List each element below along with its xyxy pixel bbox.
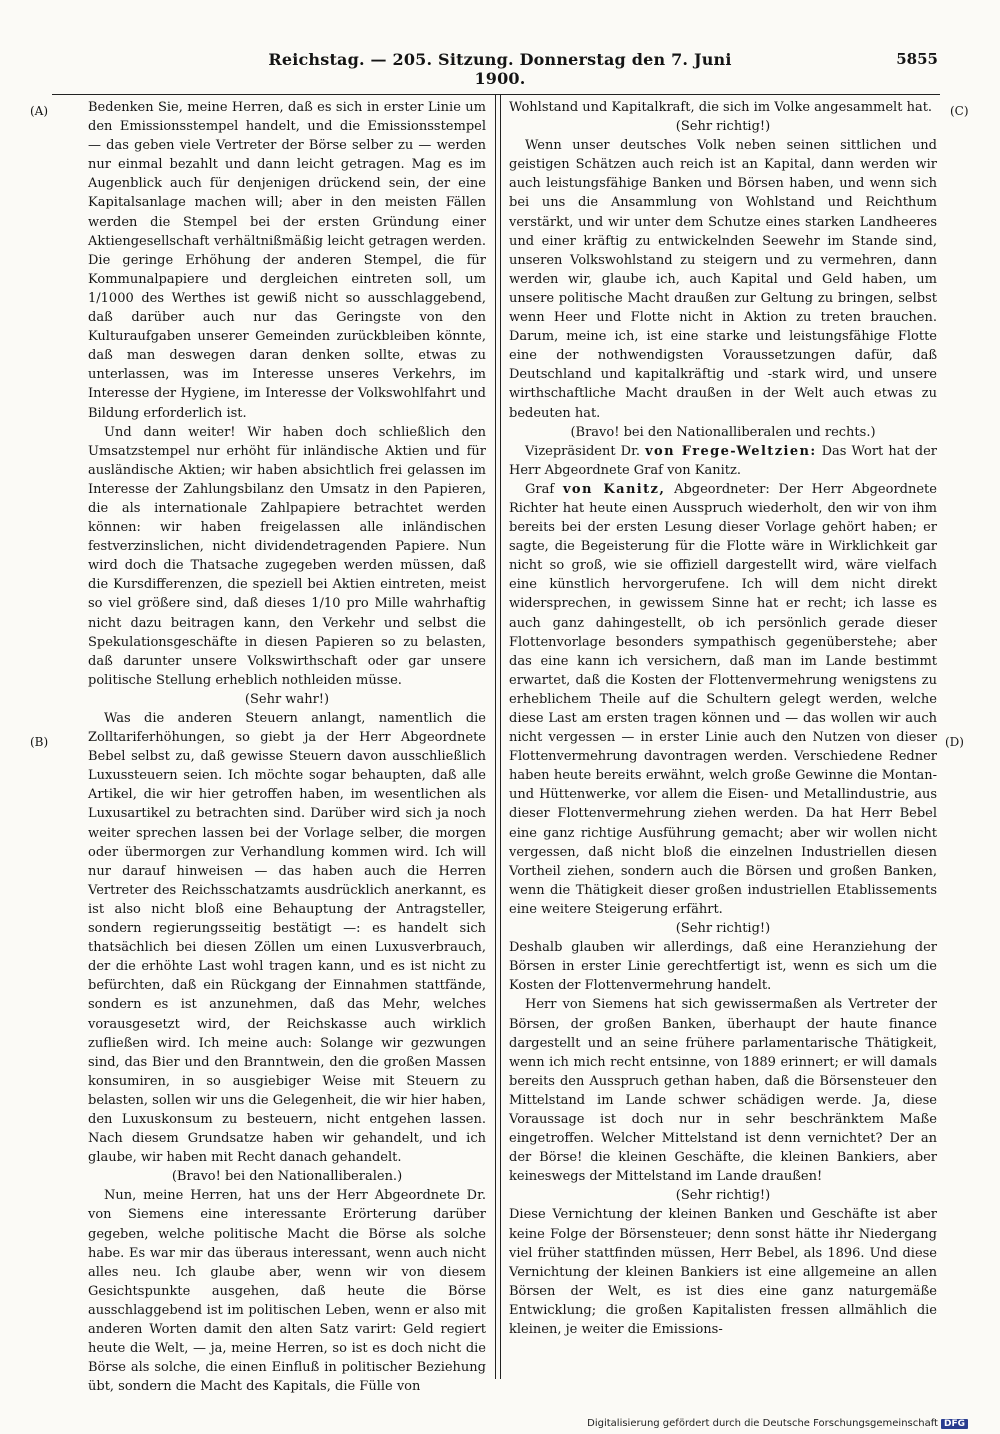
margin-mark-c: (C) [950, 104, 969, 118]
interjection: (Bravo! bei den Nationalliberalen.) [171, 1169, 403, 1185]
speaker-text: Das Wort hat der Herr Abgeordnete Graf von Kanitz. [509, 443, 937, 478]
right-column [509, 98, 937, 1380]
speaker-paragraph [509, 480, 937, 919]
margin-mark-a: (A) [30, 104, 49, 118]
paragraph: Und dann weiter! Wir haben doch schließlich den Umsatzstempel nur erhöht für inländische Aktien und für ausländische Aktien; wir haben absichtlich frei gelassen im Interesse der Zahlungsbilanz den Umsatz in den Papieren, die als internationale Zahlpapiere betrachtet werden können: wir haben freigelassen alle inländischen festverzinslichen, nicht dividendetragenden Papiere. Nun wird doch die Thatsache zugegeben werden müssen, daß die Kursdifferenzen, die speziell bei Aktien eintreten, meist so viel größere sind, daß dieses 1/10 pro Mille wahrhaftig nicht dazu beitragen kann, den Verkehr und selbst die Spekulationsgeschäfte in diesen Papieren so zu belasten, daß darunter unsere Volkswirthschaft oder gar unsere politische Stellung erheblich nothleiden müsse. [88, 424, 486, 688]
dfg-logo: DFG [941, 1419, 968, 1429]
paragraph: Diese Vernichtung der kleinen Banken und Geschäfte ist aber keine Folge der Börsensteuer; denn sonst hätte ihr Niedergang viel früher stattfinden müssen, Herr Bebel, als 1896. Und diese Vernichtung der kleinen Bankiers ist eine allgemeine an allen Börsen der Welt, es ist dies eine ganz naturgemäße Entwicklung; die großen Kapitalisten fressen allmählich die kleinen, je weiter die Emissions- [509, 1207, 937, 1337]
paragraph: Wohlstand und Kapitalkraft, die sich im Volke angesammelt hat. [509, 100, 933, 115]
interjection: (Sehr richtig!) [675, 119, 771, 135]
speaker-name: von Frege-Weltzien: [645, 443, 817, 459]
speaker-name: von Kanitz, [562, 481, 666, 497]
speaker-title: Graf [525, 481, 555, 497]
page-number: 5855 [896, 50, 938, 68]
column-divider [495, 94, 501, 1379]
digitization-credit [587, 1418, 968, 1429]
paragraph: Bedenken Sie, meine Herren, daß es sich in erster Linie um den Emissionsstempel handelt, und die Emissionsstempel — das geben viele Vertreter der Börse selber zu — werden nur einmal bezahlt und dann leicht getragen. Mag es im Augenblick auch für denjenigen drückend sein, der eine Kapitalsanlage machen will; aber in den meisten Fällen werden die Stempel bei der ersten Gründung einer Aktiengesellschaft verhältnißmäßig leicht getragen werden. Die geringe Erhöhung der anderen Stempel, die für Kommunalpapiere und dergleichen eintreten soll, um 1/1000 des Werthes ist gewiß nicht so ausschlaggebend, daß darüber auch nur das Geringste von den Kulturaufgaben unserer Gemeinden zurückbleiben könnte, daß man deswegen daran denken sollte, etwas zu unterlassen, was im Interesse unseres Verkehrs, im Interesse der Hygiene, im Interesse der Volkswohlfahrt und Bildung erforderlich ist. [88, 100, 486, 421]
speaker-title: Vizepräsident Dr. [525, 443, 640, 459]
credit-text: Digitalisierung gefördert durch die Deutsche Forschungsgemeinschaft [587, 1418, 938, 1429]
interjection: (Bravo! bei den Nationalliberalen und rechts.) [570, 424, 876, 440]
interjection: (Sehr richtig!) [675, 1188, 771, 1204]
interjection: (Sehr richtig!) [675, 921, 771, 937]
paragraph: Was die anderen Steuern anlangt, namentlich die Zolltariferhöhungen, so giebt ja der Herr Abgeordnete Bebel selbst zu, daß gewisse Steuern davon ausschließlich Luxussteuern seien. Ich möchte sogar behaupten, daß alle Artikel, die wir hier getroffen haben, im wesentlichen als Luxusartikel zu betrachten sind. Darüber wird sich ja noch weiter sprechen lassen bei der Vorlage selber, die morgen oder übermorgen zur Verhandlung kommen wird. Ich will nur darauf hinweisen — das haben auch die Herren Vertreter des Reichsschatzamts ausdrücklich anerkannt, es ist also nicht bloß eine Behauptung der Antragsteller, sondern regierungsseitig bestätigt —: es handelt sich thatsächlich bei diesen Zöllen um einen Luxusverbrauch, der die erhöhte Last wohl tragen kann, und es ist nicht zu befürchten, daß ein Rückgang der Einnahmen stattfände, sondern es ist anzunehmen, daß das Mehr, welches vorausgesetzt wird, der Reichskasse auch wirklich zufließen wird. Ich meine auch: Solange wir gezwungen sind, das Bier und den Branntwein, den die großen Massen konsumiren, in so ausgiebiger Weise mit Steuern zu belasten, sollen wir uns die Gelegenheit, die wir hier haben, den Luxuskonsum zu besteuern, nicht entgehen lassen. Nach diesem Grundsatze haben wir gehandelt, und ich glaube, wir haben mit Recht danach gehandelt. [88, 711, 486, 1166]
running-head: Reichstag. — 205. Sitzung. Donnerstag den 7. Juni 1900. [268, 50, 732, 88]
paragraph: Deshalb glauben wir allerdings, daß eine Heranziehung der Börsen in erster Linie gerechtfertigt ist, wenn es sich um die Kosten der Flottenvermehrung handelt. [509, 940, 937, 994]
speaker-text: Abgeordneter: Der Herr Abgeordnete Richter hat heute einen Ausspruch wiederholt, den wir von ihm bereits bei der ersten Lesung dieser Vorlage gehört haben; er sagte, die Begeisterung für die Flotte wäre in Wirklichkeit gar nicht so groß, wie sie offiziell dargestellt wird, wäre vielfach eine künstlich hervorgerufene. Ich will dem nicht direkt widersprechen, in gewissem Sinne hat er recht; ich lasse es auch ganz dahingestellt, ob ich persönlich gerade dieser Flottenvorlage besonders sympathisch gegenüberstehe; aber das eine kann ich versichern, daß man im Lande bestimmt erwartet, daß die Kosten der Flottenvermehrung wenigstens zu erheblichem Theile auf die Schultern gelegt werden, welche diese Last am ersten tragen können und — das wollen wir auch nicht vergessen — in erster Linie auch den Nutzen von dieser Flottenvermehrung davontragen werden. Verschiedene Redner haben heute bereits erwähnt, welch große Gewinne die Montan- und Hüttenwerke, vor allem die Eisen- und Metallindustrie, aus dieser Flottenvermehrung ziehen werden. Da hat Herr Bebel eine ganz richtige Ausführung gemacht; aber wir wollen nicht vergessen, daß nicht bloß die einzelnen Industriellen diesen Vortheil ziehen, sondern auch die Börsen und großen Banken, wenn die Thätigkeit dieser großen industriellen Etablissements eine weitere Steigerung erfährt. [509, 481, 937, 917]
page-header [0, 50, 1000, 88]
margin-mark-b: (B) [30, 735, 49, 749]
left-column [88, 98, 486, 1395]
paragraph: Nun, meine Herren, hat uns der Herr Abgeordnete Dr. von Siemens eine interessante Erörterung darüber gegeben, welche politische Macht die Börse als solche habe. Es war mir das überaus interessant, wenn auch nicht alles neu. Ich glaube aber, wenn wir von diesem Gesichtspunkte ausgehen, daß heute die Börse ausschlaggebend ist im politischen Leben, wenn er also mit anderen Worten damit den alten Satz varirt: Geld regiert heute die Welt, — ja, meine Herren, so ist es doch nicht die Börse als solche, die einen Einfluß in politischer Beziehung übt, sondern die Macht des Kapitals, die Fülle von [88, 1188, 486, 1395]
paragraph: Wenn unser deutsches Volk neben seinen sittlichen und geistigen Schätzen auch reich ist an Kapital, dann werden wir auch leistungsfähige Banken und Börsen haben, und wenn sich bei uns die Ansammlung von Wohlstand und Reichthum verstärkt, und wir unter dem Schutze eines starken Landheeres und einer kräftig zu entwickelnden Seewehr im Stande sind, unseren Volkswohlstand zu steigern und zu vermehren, dann werden wir, glaube ich, auch Kapital und Geld haben, um unsere politische Macht draußen zur Geltung zu bringen, selbst wenn Heer und Flotte nicht in Aktion zu treten brauchen. Darum, meine ich, ist eine starke und leistungsfähige Flotte eine der nothwendigsten Voraussetzungen dafür, daß Deutschland und kapitalkräftig und -stark wird, und unsere wirthschaftliche Macht draußen in der Welt auch etwas zu bedeuten hat. [509, 138, 937, 421]
paragraph: Herr von Siemens hat sich gewissermaßen als Vertreter der Börsen, der großen Banken, überhaupt der haute finance dargestellt und an seine frühere parlamentarische Thätigkeit, wenn ich mich recht entsinne, von 1889 erinnert; er will damals bereits den Ausspruch gethan haben, daß die Börsensteuer den Mittelstand im Lande schwer schädigen werde. Ja, diese Voraussage ist doch nur in sehr beschränktem Maße eingetroffen. Welcher Mittelstand ist denn vernichtet? Der an der Börse! die kleinen Geschäfte, die kleinen Bankiers, aber keineswegs der Mittelstand im Lande draußen! [509, 997, 937, 1185]
interjection: (Sehr wahr!) [244, 691, 330, 707]
speaker-paragraph [509, 442, 937, 480]
margin-mark-d: (D) [945, 735, 964, 749]
